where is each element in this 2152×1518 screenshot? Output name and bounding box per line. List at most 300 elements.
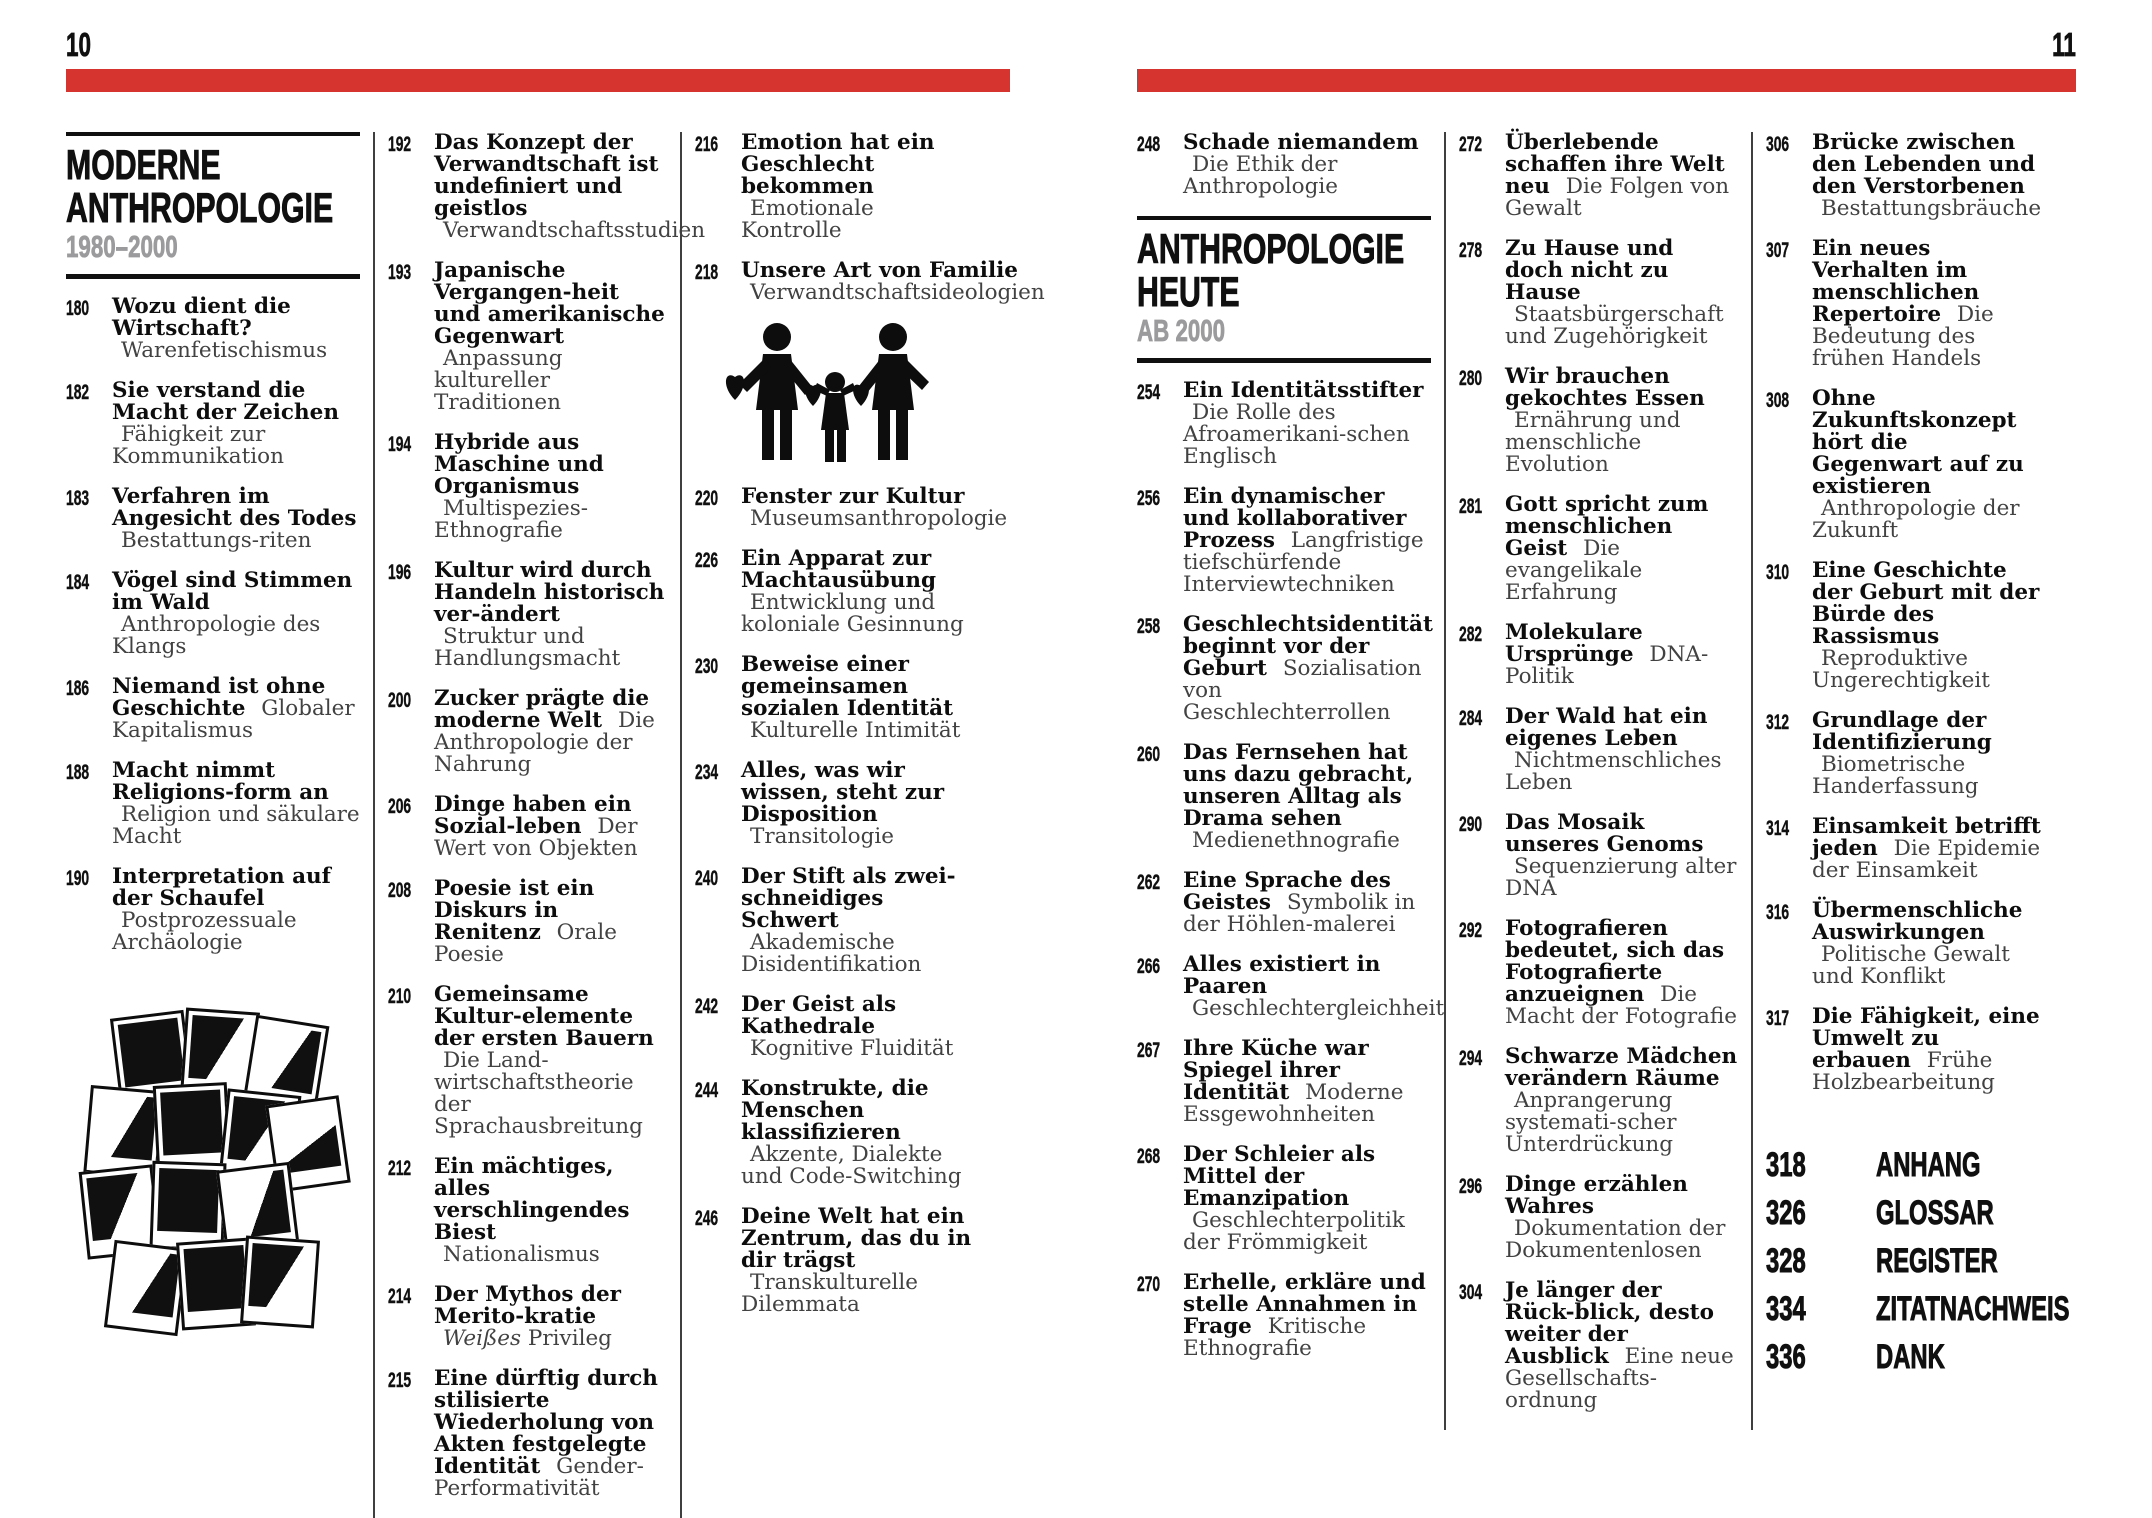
entry-subtitle-italic: Weißes	[443, 1326, 522, 1351]
entry-title: Überlebende schaffen ihre Welt neu	[1505, 130, 1725, 199]
chapter-years: AB 2000	[1137, 313, 1226, 348]
entry-text	[1812, 132, 2045, 220]
entry-page-number: 240	[695, 867, 719, 890]
entry-page-number: 186	[66, 677, 90, 700]
entry-title: Grundlage der Identifizierung	[1812, 708, 1992, 755]
entry-subtitle: Privileg	[527, 1326, 612, 1351]
toc-entry	[1459, 238, 1738, 348]
entry-page-number: 200	[388, 689, 412, 712]
entry-text	[1812, 238, 2045, 370]
entry-subtitle: Medienethnografie	[1192, 828, 1400, 853]
entry-text	[741, 1078, 974, 1188]
entry-subtitle: Die Anthropologie der Nahrung	[434, 708, 655, 777]
entry-text	[1505, 1280, 1738, 1412]
entry-page-number: 268	[1137, 1145, 1161, 1168]
entry-title: Der Mythos der Merito-kratie	[434, 1282, 621, 1329]
toc-entry	[1137, 380, 1431, 468]
entry-title: Interpretation auf der Schaufel	[112, 864, 331, 911]
entry-page-number: 188	[66, 761, 90, 784]
page-10-column-2	[373, 130, 706, 1518]
entry-text	[741, 654, 974, 742]
entry-text	[434, 560, 667, 670]
entry-title: Ein Apparat zur Machtausübung	[741, 546, 937, 593]
entry-subtitle: Fähigkeit zur Kommunikation	[112, 422, 284, 469]
entry-text	[1183, 742, 1431, 852]
page-11-columns	[1137, 132, 2076, 1430]
chapter-title-line: ANTHROPOLOGIE	[66, 184, 334, 231]
entry-title: Die Fähigkeit, eine Umwelt zu erbauen	[1812, 1004, 2040, 1073]
entry-text	[1505, 812, 1738, 900]
entry-title: Erhelle, erkläre und stelle Annahmen in Frage	[1183, 1270, 1426, 1339]
toc-entry	[695, 1206, 974, 1316]
entry-subtitle: Staatsbürgerschaft und Zugehörigkeit	[1505, 302, 1724, 349]
backmatter-row	[1766, 1340, 2045, 1375]
entry-page-number: 262	[1137, 871, 1161, 894]
toc-entry	[1766, 388, 2045, 542]
entry-text	[1812, 816, 2045, 882]
backmatter-row	[1766, 1244, 2045, 1279]
toc-entry	[1137, 952, 1445, 1021]
entry-subtitle: Die Bedeutung des frühen Handels	[1812, 302, 1994, 371]
toc-entry	[1137, 870, 1431, 936]
entry-page-number: 258	[1137, 615, 1161, 638]
entry-subtitle: Transitologie	[750, 824, 894, 849]
entry-title: Fotografieren bedeutet, sich das Fotografierte anzueignen	[1505, 916, 1725, 1007]
entry-title: Alles existiert in Paaren	[1183, 952, 1381, 999]
entry-page-number: 290	[1459, 813, 1483, 836]
entry-page-number: 248	[1137, 133, 1161, 156]
entry-page-number: 234	[695, 761, 719, 784]
toc-entry	[66, 570, 360, 658]
chapter-heading-anthropologie-heute	[1137, 216, 1431, 363]
entry-subtitle: DNA-Politik	[1505, 642, 1709, 689]
entry-title: Der Stift als zwei-schneidiges Schwert	[741, 864, 956, 933]
entry-subtitle: Kulturelle Intimität	[750, 718, 961, 743]
entry-subtitle: Ernährung und menschliche Evolution	[1505, 408, 1681, 477]
toc-entry	[1137, 1144, 1431, 1254]
entry-text	[741, 1206, 974, 1316]
toc-entry	[1766, 560, 2045, 692]
entry-title: Einsamkeit betrifft jeden	[1812, 814, 2041, 861]
backmatter-page-number: 334	[1766, 1290, 1806, 1328]
entry-subtitle: Bestattungs-riten	[121, 528, 312, 553]
entry-subtitle: Akzente, Dialekte und Code-Switching	[741, 1142, 962, 1189]
page-11-column-2	[1444, 132, 1738, 1430]
entry-subtitle: Emotionale Kontrolle	[741, 196, 874, 243]
toc-entry	[1459, 1280, 1738, 1412]
entry-title: Ihre Küche war Spiegel ihrer Identität	[1183, 1036, 1369, 1105]
entry-title: Übermenschliche Auswirkungen	[1812, 898, 2023, 945]
entry-title: Schwarze Mädchen verändern Räume	[1505, 1044, 1738, 1091]
backmatter-list	[1766, 1146, 2070, 1376]
entry-text	[1183, 614, 1433, 724]
entry-text	[1812, 1006, 2045, 1094]
entry-page-number: 280	[1459, 367, 1483, 390]
entry-text	[112, 486, 360, 552]
toc-entry	[695, 132, 974, 242]
toc-entry-list	[1137, 378, 1445, 1361]
entry-text	[741, 486, 1007, 530]
backmatter-row	[1766, 1196, 2045, 1231]
entry-title: Gemeinsame Kultur-elemente der ersten Bauern	[434, 982, 654, 1051]
entry-text	[1505, 494, 1738, 604]
entry-page-number: 267	[1137, 1039, 1161, 1062]
toc-entry	[388, 1156, 667, 1266]
entry-subtitle: Orale Poesie	[434, 920, 617, 967]
entry-subtitle: Frühe Holzbearbeitung	[1812, 1048, 1995, 1095]
entry-title: Geschlechtsidentität beginnt vor der Geburt	[1183, 612, 1433, 681]
entry-subtitle: Die Ethik der Anthropologie	[1183, 152, 1338, 199]
toc-entry	[388, 130, 706, 243]
entry-page-number: 260	[1137, 743, 1161, 766]
entry-text	[1183, 954, 1444, 1020]
entry-title: Konstrukte, die Menschen klassifizieren	[741, 1076, 929, 1145]
entry-page-number: 193	[388, 261, 412, 284]
toc-entry	[388, 688, 667, 776]
toc-entry	[1766, 900, 2045, 988]
entry-title: Zu Hause und doch nicht zu Hause	[1505, 236, 1674, 305]
entry-subtitle: Anthropologie des Klangs	[112, 612, 321, 659]
backmatter-page-number: 318	[1766, 1146, 1806, 1184]
entry-title: Alles, was wir wissen, steht zur Disposition	[741, 758, 945, 827]
toc-entry-list	[1766, 132, 2045, 1094]
toc-entry	[388, 794, 667, 860]
toc-entry	[66, 296, 360, 362]
entry-text	[1183, 486, 1431, 596]
entry-text	[1183, 380, 1431, 468]
entry-subtitle: Die evangelikale Erfahrung	[1505, 536, 1643, 605]
toc-entry	[388, 878, 667, 966]
chapter-heading-moderne-anthropologie	[66, 132, 360, 279]
entry-text	[112, 866, 360, 954]
entry-title: Zucker prägte die moderne Welt	[434, 686, 650, 733]
entry-subtitle: Transkulturelle Dilemmata	[741, 1270, 919, 1317]
entry-subtitle: Bestattungsbräuche	[1821, 196, 2042, 221]
toc-entry	[695, 548, 974, 636]
chapter-title-line: HEUTE	[1137, 268, 1240, 315]
page-number-left: 10	[66, 26, 91, 63]
entry-text	[434, 1284, 667, 1350]
toc-entry	[1459, 918, 1738, 1028]
entry-page-number: 294	[1459, 1047, 1483, 1070]
page-10-column-3	[680, 130, 1045, 1518]
entry-page-number: 208	[388, 879, 412, 902]
entry-title: Brücke zwischen den Lebenden und den Verstorbenen	[1812, 130, 2036, 199]
entry-page-number: 194	[388, 433, 412, 456]
entry-title: Schade niemandem	[1183, 130, 1419, 155]
toc-entry	[1459, 1046, 1738, 1156]
entry-page-number: 226	[695, 549, 719, 572]
entry-title: Hybride aus Maschine und Organismus	[434, 430, 604, 499]
entry-page-number: 192	[388, 133, 412, 156]
entry-text	[1812, 388, 2045, 542]
toc-entry	[388, 1368, 667, 1500]
toc-entry	[1459, 366, 1738, 476]
entry-title: Niemand ist ohne Geschichte	[112, 674, 326, 721]
entry-text	[434, 1368, 667, 1500]
entry-subtitle: Nationalismus	[443, 1242, 600, 1267]
entry-subtitle: Museumsanthropologie	[750, 506, 1008, 531]
chapter-title-line: ANTHROPOLOGIE	[1137, 225, 1405, 272]
toc-entry	[695, 760, 974, 848]
entry-text	[112, 676, 360, 742]
page-number-right: 11	[2052, 26, 2076, 63]
entry-text	[1505, 706, 1738, 794]
entry-title: Ohne Zukunftskonzept hört die Gegenwart auf zu existieren	[1812, 386, 2024, 499]
entry-subtitle: Langfristige tiefschürfende Interviewtechniken	[1183, 528, 1424, 597]
toc-entry	[66, 486, 360, 552]
toc-entry	[1766, 1006, 2045, 1094]
toc-entry	[1766, 710, 2045, 798]
entry-subtitle: Die Macht der Fotografie	[1505, 982, 1737, 1029]
entry-page-number: 307	[1766, 239, 1790, 262]
entry-text	[1812, 900, 2045, 988]
entry-page-number: 230	[695, 655, 719, 678]
entry-text	[741, 132, 974, 242]
entry-title: Wir brauchen gekochtes Essen	[1505, 364, 1705, 411]
page-11-column-1	[1137, 130, 1445, 1430]
entry-subtitle: Religion und säkulare Macht	[112, 802, 360, 849]
entry-subtitle: Anthropologie der Zukunft	[1812, 496, 2020, 543]
entry-text	[1505, 238, 1738, 348]
entry-title: Dinge haben ein Sozial-leben	[434, 792, 632, 839]
entry-text	[112, 760, 360, 848]
backmatter-page-number: 336	[1766, 1338, 1806, 1376]
toc-entry	[1137, 132, 1431, 198]
entry-page-number: 312	[1766, 711, 1790, 734]
entry-page-number: 212	[388, 1157, 412, 1180]
entry-text	[1812, 560, 2045, 692]
entry-title: Eine Sprache des Geistes	[1183, 868, 1391, 915]
entry-text	[434, 1156, 667, 1266]
entry-subtitle: Kognitive Fluidität	[750, 1036, 954, 1061]
page-10-column-1	[66, 132, 360, 1518]
entry-text	[434, 984, 667, 1138]
entry-text	[1183, 1272, 1431, 1360]
entry-title: Verfahren im Angesicht des Todes	[112, 484, 357, 531]
toc-entry	[1137, 486, 1431, 596]
entry-page-number: 206	[388, 795, 412, 818]
entry-page-number: 246	[695, 1207, 719, 1230]
entry-page-number: 244	[695, 1079, 719, 1102]
toc-entry-list	[1137, 132, 1431, 198]
entry-page-number: 310	[1766, 561, 1790, 584]
entry-page-number: 284	[1459, 707, 1483, 730]
entry-page-number: 180	[66, 297, 90, 320]
entry-text	[1505, 918, 1738, 1028]
toc-entry	[66, 380, 360, 468]
page-11	[1137, 28, 2076, 1430]
entry-subtitle: Anpassung kultureller Traditionen	[434, 346, 563, 415]
toc-entry	[66, 866, 360, 954]
entry-text	[1812, 710, 2045, 798]
entry-text	[434, 132, 705, 242]
polaroid-collage-illustration	[81, 1012, 345, 1328]
entry-subtitle: Die Rolle des Afroamerikani-schen Englisch	[1183, 400, 1410, 469]
red-bar	[1137, 69, 2076, 92]
entry-text	[741, 866, 974, 976]
entry-subtitle: Eine neue Gesellschafts-ordnung	[1505, 1344, 1734, 1413]
backmatter-row	[1766, 1290, 2070, 1328]
entry-page-number: 215	[388, 1369, 412, 1392]
entry-text	[741, 548, 974, 636]
page-10-columns	[66, 130, 1045, 1518]
entry-text	[741, 760, 974, 848]
toc-entry	[695, 484, 1008, 531]
entry-page-number: 254	[1137, 381, 1161, 404]
backmatter-page-number: 326	[1766, 1194, 1806, 1232]
entry-title: Beweise einer gemeinsamen sozialen Identität	[741, 652, 954, 721]
chapter-years: 1980–2000	[66, 229, 178, 264]
toc-entry-list	[388, 130, 706, 1501]
entry-subtitle: Sequenzierung alter DNA	[1505, 854, 1737, 901]
entry-title: Unsere Art von Familie	[741, 258, 1018, 283]
entry-title: Fenster zur Kultur	[741, 484, 965, 509]
entry-page-number: 182	[66, 381, 90, 404]
entry-page-number: 281	[1459, 495, 1483, 518]
toc-entry	[695, 654, 974, 742]
entry-subtitle: Globaler Kapitalismus	[112, 696, 355, 743]
chapter-title-line: MODERNE	[66, 141, 221, 188]
entry-subtitle: Der Wert von Objekten	[434, 814, 638, 861]
entry-subtitle: Die Folgen von Gewalt	[1505, 174, 1730, 221]
toc-entry	[1459, 494, 1738, 604]
entry-title: Poesie ist ein Diskurs in Renitenz	[434, 876, 595, 945]
toc-entry	[695, 866, 974, 976]
entry-page-number: 183	[66, 487, 90, 510]
entry-page-number: 314	[1766, 817, 1790, 840]
entry-text	[1183, 132, 1431, 198]
toc-entry	[388, 260, 667, 414]
toc-entry	[1459, 132, 1738, 220]
toc-entry	[1766, 816, 2045, 882]
entry-page-number: 214	[388, 1285, 412, 1308]
entry-page-number: 196	[388, 561, 412, 584]
entry-text	[434, 432, 667, 542]
toc-entry	[388, 432, 667, 542]
toc-entry	[1459, 812, 1738, 900]
toc-entry-list	[695, 130, 1045, 305]
entry-page-number: 210	[388, 985, 412, 1008]
entry-page-number: 296	[1459, 1175, 1483, 1198]
entry-text	[112, 380, 360, 468]
entry-title: Molekulare Ursprünge	[1505, 620, 1643, 667]
entry-page-number: 306	[1766, 133, 1790, 156]
entry-title: Eine Geschichte der Geburt mit der Bürde des Rassismus	[1812, 558, 2040, 649]
toc-entry	[1459, 706, 1738, 794]
red-bar	[66, 69, 1010, 92]
family-pictogram-illustration	[713, 322, 957, 474]
entry-title: Der Geist als Kathedrale	[741, 992, 897, 1039]
entry-text	[1183, 1144, 1431, 1254]
backmatter-label: ZITATNACHWEIS	[1876, 1290, 2070, 1328]
backmatter-label: GLOSSAR	[1876, 1194, 1994, 1232]
backmatter-label: DANK	[1876, 1338, 1945, 1376]
entry-title: Emotion hat ein Geschlecht bekommen	[741, 130, 935, 199]
entry-title: Ein neues Verhalten im menschlichen Repertoire	[1812, 236, 1980, 327]
entry-subtitle: Moderne Essgewohnheiten	[1183, 1080, 1404, 1127]
entry-text	[741, 994, 974, 1060]
toc-entry-list	[695, 484, 1008, 1317]
toc-entry	[388, 1284, 667, 1350]
entry-subtitle: Warenfetischismus	[121, 338, 328, 363]
entry-subtitle: Geschlechterpolitik der Frömmigkeit	[1183, 1208, 1405, 1255]
entry-subtitle: Geschlechtergleichheit	[1192, 996, 1445, 1021]
entry-title: Sie verstand die Macht der Zeichen	[112, 378, 339, 425]
entry-subtitle: Symbolik in der Höhlen-malerei	[1183, 890, 1416, 937]
toc-entry	[1459, 622, 1738, 688]
entry-text	[1505, 132, 1738, 220]
toc-entry	[695, 994, 974, 1060]
toc-entry	[1137, 1272, 1431, 1360]
entry-title: Gott spricht zum menschlichen Geist	[1505, 492, 1709, 561]
toc-entry	[1459, 1174, 1738, 1262]
backmatter-label: ANHANG	[1876, 1146, 1981, 1184]
entry-subtitle: Verwandtschaftsideologien	[750, 280, 1045, 305]
entry-title: Ein mächtiges, alles verschlingendes Biest	[434, 1154, 630, 1245]
page-10	[66, 26, 1045, 1518]
entry-subtitle: Akademische Disidentifikation	[741, 930, 922, 977]
entry-subtitle: Reproduktive Ungerechtigkeit	[1812, 646, 1990, 693]
entry-title: Je länger der Rück-blick, desto weiter der Ausblick	[1505, 1278, 1714, 1369]
entry-title: Macht nimmt Religions-form an	[112, 758, 329, 805]
entry-text	[1505, 1174, 1738, 1262]
entry-subtitle: Struktur und Handlungsmacht	[434, 624, 621, 671]
toc-entry	[1766, 238, 2045, 370]
entry-title: Der Schleier als Mittel der Emanzipation	[1183, 1142, 1376, 1211]
entry-title: Deine Welt hat ein Zentrum, das du in dir trägst	[741, 1204, 972, 1273]
entry-subtitle: Anprangerung systemati-scher Unterdrückung	[1505, 1088, 1677, 1157]
toc-entry	[1137, 614, 1431, 724]
entry-title: Japanische Vergangen-heit und amerikanische Gegenwart	[434, 258, 665, 349]
entry-page-number: 316	[1766, 901, 1790, 924]
entry-subtitle: Biometrische Handerfassung	[1812, 752, 1979, 799]
entry-text	[434, 688, 667, 776]
backmatter-row	[1766, 1148, 2045, 1183]
entry-text	[1505, 1046, 1738, 1156]
entry-subtitle: Die Epidemie der Einsamkeit	[1812, 836, 2041, 883]
entry-subtitle: Kritische Ethnografie	[1183, 1314, 1367, 1361]
toc-entry-list	[1459, 132, 1738, 1412]
entry-title: Ein dynamischer und kollaborativer Prozess	[1183, 484, 1407, 553]
toc-entry	[695, 258, 1045, 305]
entry-text	[112, 570, 360, 658]
toc-entry	[695, 1078, 974, 1188]
entry-page-number: 270	[1137, 1273, 1161, 1296]
entry-text	[1183, 1038, 1431, 1126]
entry-text	[434, 878, 667, 966]
entry-text	[434, 794, 667, 860]
toc-entry	[1137, 742, 1431, 852]
entry-page-number: 317	[1766, 1007, 1790, 1030]
entry-page-number: 278	[1459, 239, 1483, 262]
entry-title: Das Fernsehen hat uns dazu gebracht, unseren Alltag als Drama sehen	[1183, 740, 1414, 831]
entry-text	[1505, 622, 1738, 688]
entry-title: Ein Identitätsstifter	[1183, 378, 1424, 403]
toc-entry-list	[66, 296, 360, 954]
entry-page-number: 216	[695, 133, 719, 156]
entry-page-number: 220	[695, 487, 719, 510]
entry-subtitle: Sozialisation von Geschlechterrollen	[1183, 656, 1422, 725]
entry-title: Wozu dient die Wirtschaft?	[112, 294, 291, 341]
entry-page-number: 272	[1459, 133, 1483, 156]
toc-entry	[1137, 1038, 1431, 1126]
entry-text	[741, 260, 1045, 304]
entry-page-number: 282	[1459, 623, 1483, 646]
page-11-column-3	[1751, 130, 2070, 1430]
entry-page-number: 190	[66, 867, 90, 890]
entry-page-number: 218	[695, 261, 719, 284]
